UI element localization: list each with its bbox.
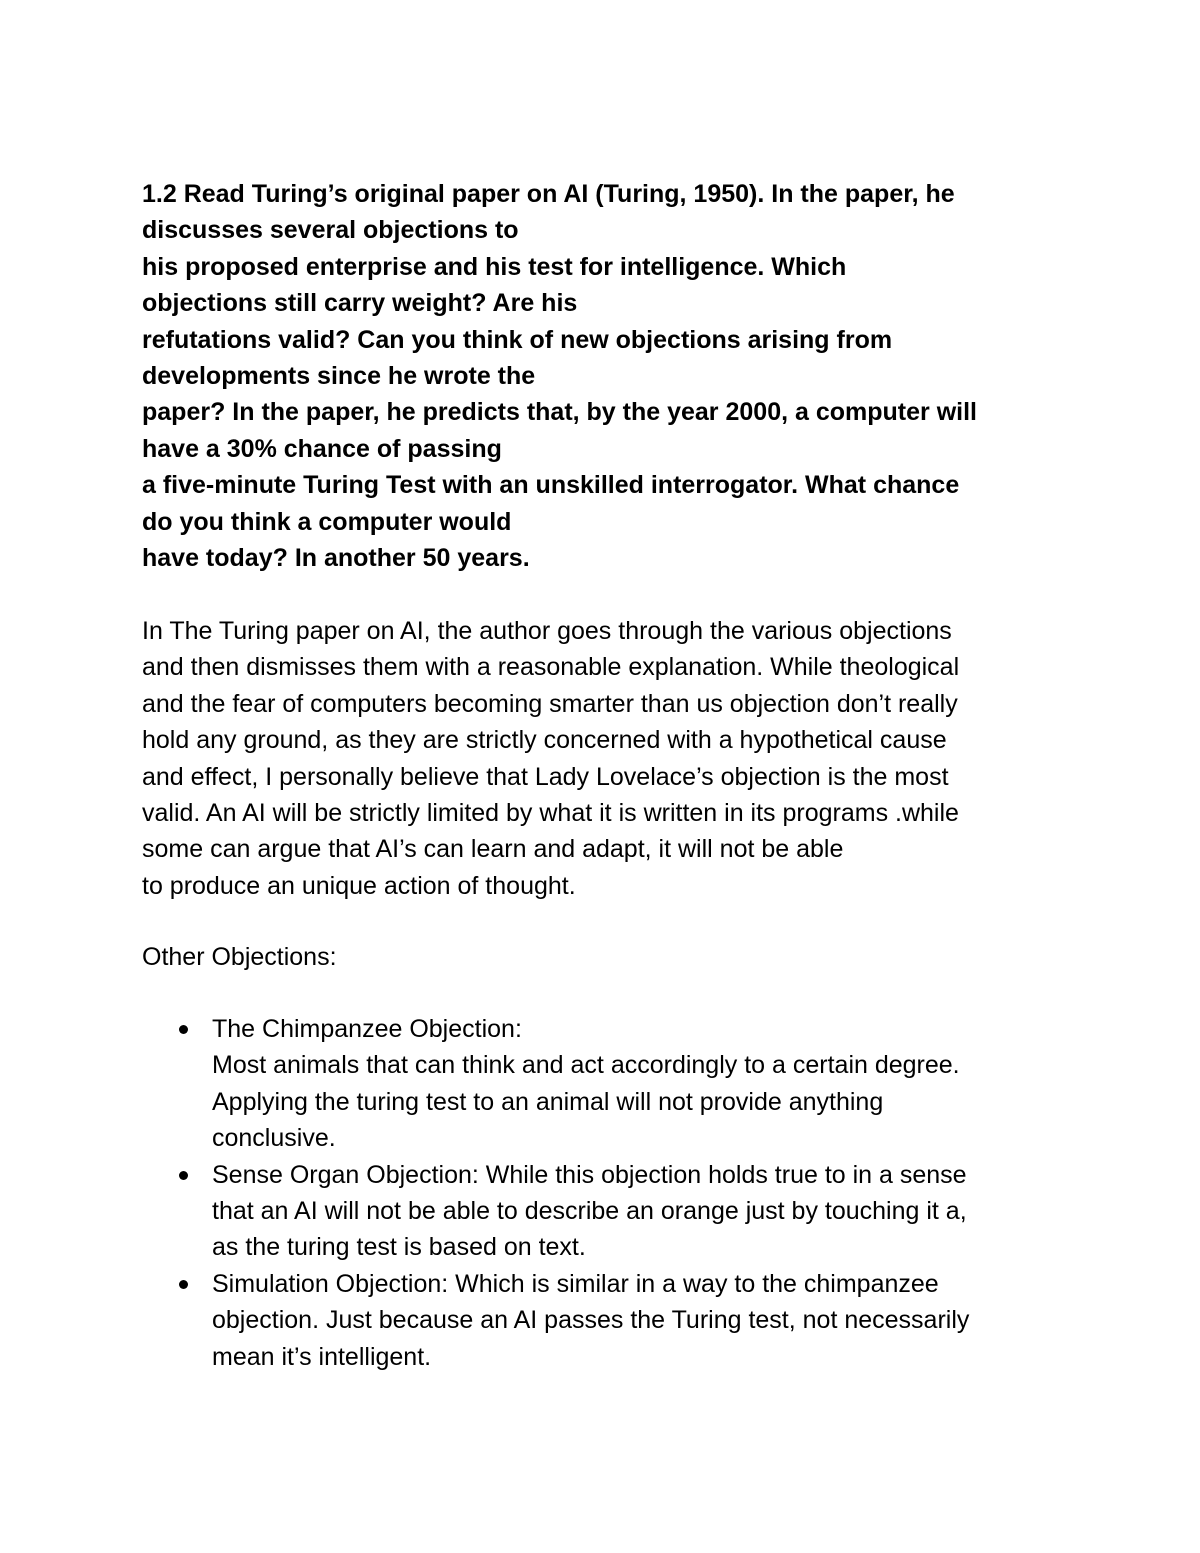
question-line: do you think a computer would: [142, 507, 512, 536]
list-item-line: mean it’s intelligent.: [212, 1342, 432, 1371]
answer-line: valid. An AI will be strictly limited by what it is written in its programs .while: [142, 798, 959, 827]
question-line: a five-minute Turing Test with an unskilled interrogator. What chance: [142, 471, 960, 500]
objections-list: [142, 1011, 1102, 1375]
question-line: developments since he wrote the: [142, 361, 536, 390]
list-item-line: Most animals that can think and act accordingly to a certain degree.: [212, 1051, 960, 1080]
answer-line: and then dismisses them with a reasonable explanation. While theological: [142, 653, 960, 682]
question-line: paper? In the paper, he predicts that, by the year 2000, a computer will: [142, 398, 977, 427]
list-item-line: The Chimpanzee Objection:: [212, 1015, 522, 1043]
list-item-line: Sense Organ Objection: While this objection holds true to in a sense: [212, 1160, 967, 1189]
answer-line: In The Turing paper on AI, the author goes through the various objections: [142, 617, 952, 645]
answer-line: and the fear of computers becoming smarter than us objection don’t really: [142, 689, 958, 718]
question-line: 1.2 Read Turing’s original paper on AI (Turing, 1950). In the paper, he: [142, 180, 955, 208]
list-item-sense-organ-objection: [142, 1157, 1102, 1266]
list-item-simulation-objection: [142, 1266, 1102, 1375]
answer-line: hold any ground, as they are strictly concerned with a hypothetical cause: [142, 726, 947, 755]
answer-line: some can argue that AI’s can learn and adapt, it will not be able: [142, 835, 844, 864]
question-line: his proposed enterprise and his test for intelligence. Which: [142, 252, 847, 281]
question-line: discusses several objections to: [142, 216, 519, 245]
question-line: have a 30% chance of passing: [142, 434, 502, 463]
list-item-chimpanzee-objection: [142, 1011, 1102, 1157]
question-line: refutations valid? Can you think of new objections arising from: [142, 325, 893, 354]
list-item-line: Applying the turing test to an animal will not provide anything: [212, 1087, 884, 1116]
other-objections-heading: Other Objections:: [142, 943, 337, 971]
bullet-icon: [179, 1171, 188, 1180]
list-item-line: Simulation Objection: Which is similar in a way to the chimpanzee: [212, 1269, 939, 1298]
list-item-line: as the turing test is based on text.: [212, 1233, 586, 1262]
question-block: [142, 176, 1102, 576]
answer-paragraph: [142, 613, 1102, 904]
list-item-line: that an AI will not be able to describe an orange just by touching it a,: [212, 1196, 967, 1225]
list-item-line: objection. Just because an AI passes the Turing test, not necessarily: [212, 1306, 970, 1335]
question-line: have today? In another 50 years.: [142, 543, 530, 572]
answer-line: to produce an unique action of thought.: [142, 871, 576, 900]
list-item-line: conclusive.: [212, 1124, 336, 1153]
answer-line: and effect, I personally believe that Lady Lovelace’s objection is the most: [142, 762, 949, 791]
bullet-icon: [179, 1280, 188, 1289]
question-line: objections still carry weight? Are his: [142, 289, 578, 318]
bullet-icon: [179, 1025, 188, 1034]
